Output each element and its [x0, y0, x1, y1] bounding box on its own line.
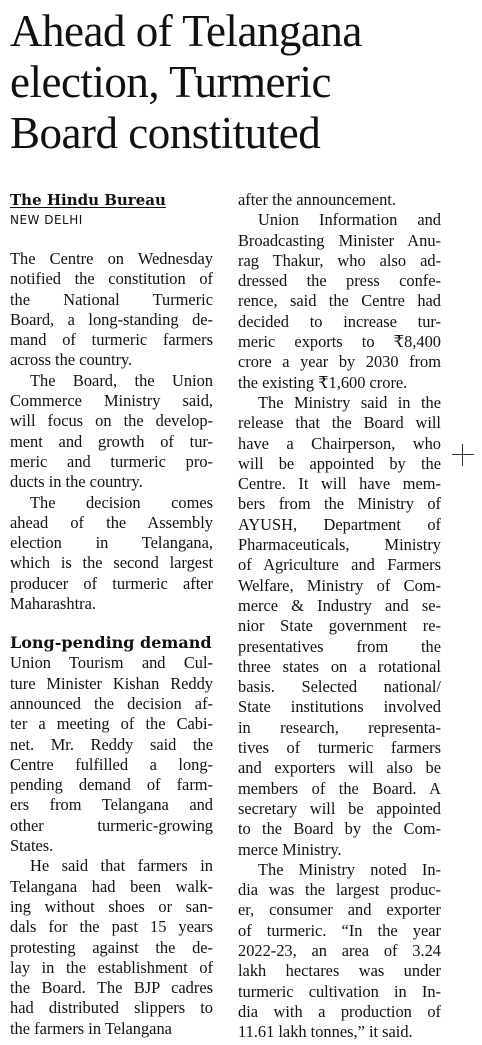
text-line: secretary will be appointed [238, 798, 441, 818]
text-line: State institutions involved [238, 697, 441, 717]
text-line: dressed the press confe- [238, 271, 441, 291]
text-line: protesting against the de- [10, 937, 213, 957]
text-line: meric exports to ₹8,400 [238, 332, 441, 352]
text-line: the Board. The BJP cadres [10, 978, 213, 998]
text-line: crore a year by 2030 from [238, 352, 441, 372]
text-line: have a Chairperson, who [238, 433, 441, 453]
text-line: Centre. It will have mem- [238, 474, 441, 494]
subheading: Long-pending demand [10, 633, 212, 653]
text-line: in research, representa- [238, 717, 441, 737]
paragraph [10, 493, 213, 615]
text-line: release that the Board will [238, 413, 441, 433]
text-line: ment and growth of tur- [10, 431, 213, 451]
text-line: ducts in the country. [10, 472, 143, 492]
article-column-right [238, 190, 441, 1042]
text-line: members of the Board. A [238, 778, 441, 798]
byline: The Hindu Bureau [10, 191, 166, 209]
paragraph [238, 393, 441, 860]
text-line: lakh hectares was under [238, 961, 441, 981]
text-line: election in Telangana, [10, 533, 213, 553]
text-line: turmeric cultivation in In- [238, 981, 441, 1001]
text-line: ers from Telangana and [10, 795, 213, 815]
text-line: 2022-23, an area of 3.24 [238, 940, 441, 960]
text-line: bers from the Ministry of [238, 494, 441, 514]
text-line: The Centre on Wednesday [10, 249, 213, 268]
text-line: lay in the establishment of [10, 957, 213, 977]
text-line: presentatives from the [238, 636, 441, 656]
text-line: The Ministry noted In- [258, 859, 441, 879]
text-line: Telangana had been walk- [10, 876, 213, 896]
text-line: basis. Selected national/ [238, 677, 441, 697]
text-line: rence, said the Centre had [238, 291, 441, 311]
text-line: Commerce Ministry said, [10, 391, 213, 411]
text-line: three states on a rotational [238, 656, 441, 676]
text-line: decided to increase tur- [238, 311, 441, 331]
headline-line: election, Turmeric [10, 57, 331, 107]
text-line: will focus on the develop- [10, 411, 213, 431]
text-line: ahead of the Assembly [10, 512, 213, 532]
text-line: nior State government re- [238, 616, 441, 636]
text-line: Welfare, Ministry of Com- [238, 575, 441, 595]
spacer [10, 230, 213, 249]
text-line: had distributed slippers to [10, 998, 213, 1018]
text-line: announced the decision af- [10, 693, 213, 713]
text-line: the farmers in Telangana [10, 1018, 172, 1038]
text-line: Board, a long-standing de- [10, 309, 213, 329]
crosshair-icon [452, 444, 474, 466]
text-line: producer of turmeric after [10, 573, 213, 593]
paragraph [238, 860, 441, 1043]
text-line: dia with a production of [238, 1001, 441, 1021]
text-line: er, consumer and exporter [238, 900, 441, 920]
headline-line: Board constituted [10, 108, 321, 158]
text-line: Union Information and [258, 210, 441, 230]
text-line: merce & Industry and se- [238, 595, 441, 615]
text-line: of turmeric. “In the year [238, 920, 441, 940]
text-line: tives of turmeric farmers [238, 738, 441, 758]
text-line: will be appointed by the [238, 453, 441, 473]
text-line: ture Minister Kishan Reddy [10, 673, 213, 693]
text-line: The decision comes [30, 492, 213, 512]
paragraph [10, 653, 213, 856]
paragraph [10, 856, 213, 1039]
text-line: meric and turmeric pro- [10, 451, 213, 471]
text-line: rag Thakur, who also ad- [238, 250, 441, 270]
text-line: the existing ₹1,600 crore. [238, 372, 408, 392]
text-line: across the country. [10, 350, 133, 370]
text-line: The Ministry said in the [258, 392, 441, 412]
text-line: dia was the largest produc- [238, 880, 441, 900]
text-line: 11.61 lakh tonnes,” it said. [238, 1022, 413, 1042]
text-line: AYUSH, Department of [238, 514, 441, 534]
article-column-left [10, 190, 213, 1039]
text-line: ing without shoes or san- [10, 896, 213, 916]
text-line: ter a meeting of the Cabi- [10, 714, 213, 734]
paragraph [10, 249, 213, 371]
text-line: which is the second largest [10, 553, 213, 573]
text-line: Maharashtra. [10, 594, 97, 614]
text-line: merce Ministry. [238, 839, 342, 859]
paragraph [10, 371, 213, 493]
text-line: Pharmaceuticals, Ministry [238, 535, 441, 555]
text-line: of Agriculture and Farmers [238, 555, 441, 575]
text-line: pending demand of farm- [10, 775, 213, 795]
text-line: the National Turmeric [10, 289, 213, 309]
headline [10, 6, 470, 159]
text-line: dals for the past 15 years [10, 917, 213, 937]
text-line: Union Tourism and Cul- [10, 653, 213, 673]
text-line: Centre fulfilled a long- [10, 754, 213, 774]
text-line: The Board, the Union [30, 370, 213, 390]
text-line: States. [10, 836, 54, 856]
text-line: to the Board by the Com- [238, 819, 441, 839]
text-line: notified the constitution of [10, 269, 213, 289]
text-line: after the announcement. [238, 190, 396, 209]
paragraph [238, 190, 441, 210]
text-line: Broadcasting Minister Anu- [238, 230, 441, 250]
text-line: other turmeric-growing [10, 815, 213, 835]
text-line: mand of turmeric farmers [10, 330, 213, 350]
dateline: NEW DELHI [10, 213, 83, 227]
paragraph [238, 210, 441, 393]
text-line: net. Mr. Reddy said the [10, 734, 213, 754]
text-line: and exporters will also be [238, 758, 441, 778]
text-line: He said that farmers in [30, 856, 213, 876]
headline-line: Ahead of Telangana [10, 6, 362, 56]
